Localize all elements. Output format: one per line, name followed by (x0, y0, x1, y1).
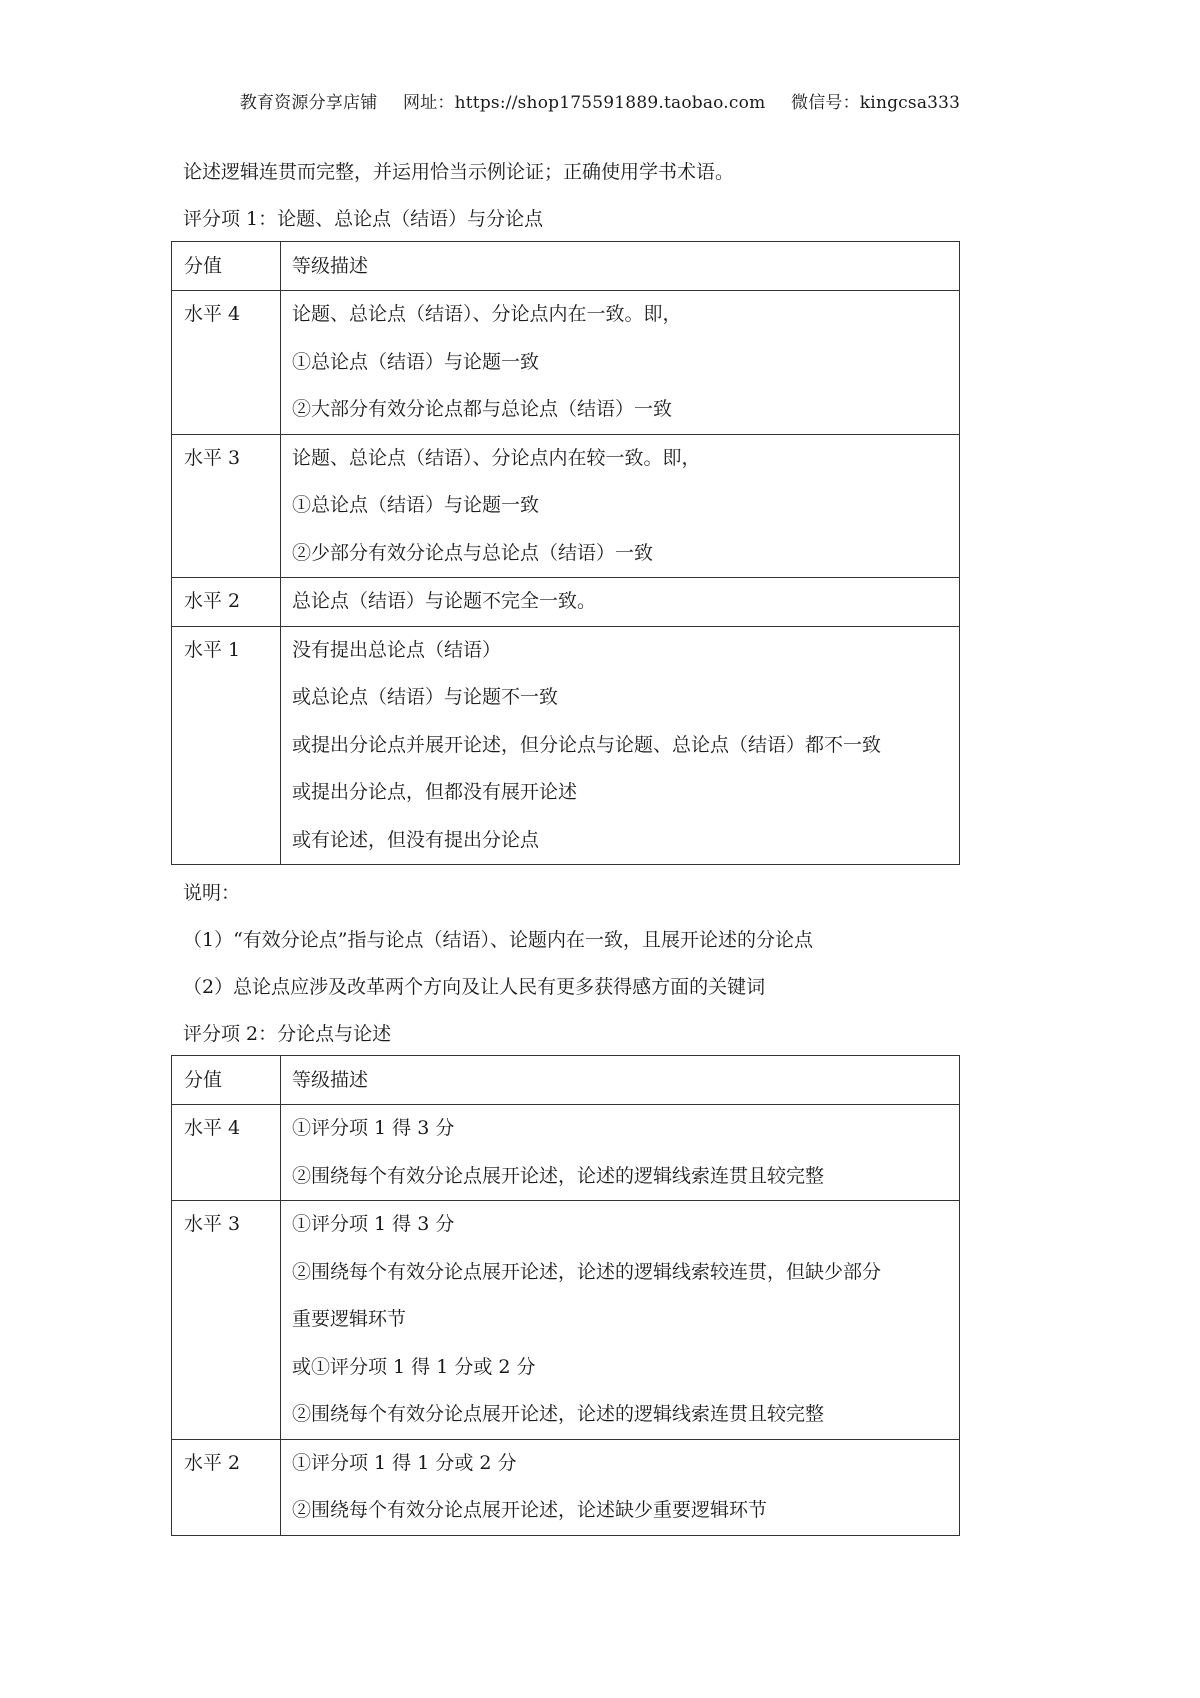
description-line: ①评分项 1 得 1 分或 2 分 (292, 1451, 517, 1474)
level-label: 水平 3 (184, 446, 241, 469)
description-cell (281, 1439, 960, 1535)
column-header-score-label: 分值 (184, 1069, 223, 1091)
description-cell (281, 578, 960, 627)
table-row (172, 291, 960, 435)
description-cell (281, 1201, 960, 1440)
description-cell (281, 626, 960, 865)
rubric-table-1 (171, 241, 960, 865)
column-header-desc (281, 1056, 960, 1105)
header-url: 网址：https://shop175591889.taobao.com (403, 93, 766, 113)
notes-label: 说明： (183, 882, 241, 904)
description-cell (281, 1105, 960, 1201)
intro-line: 论述逻辑连贯而完整，并运用恰当示例论证；正确使用学书术语。 (183, 161, 735, 183)
description-line: 或提出分论点，但都没有展开论述 (292, 781, 578, 803)
level-cell (172, 1105, 281, 1201)
description-line: ①评分项 1 得 3 分 (292, 1213, 455, 1235)
description-line: ②围绕每个有效分论点展开论述，论述缺少重要逻辑环节 (292, 1499, 768, 1521)
table-header-row (172, 242, 960, 291)
rubric-table-2 (171, 1055, 960, 1536)
table-row (172, 1105, 960, 1201)
column-header-score (172, 242, 281, 291)
description-line: ②围绕每个有效分论点展开论述，论述的逻辑线索较连贯，但缺少部分 (292, 1260, 882, 1283)
level-cell (172, 1439, 281, 1535)
level-cell (172, 626, 281, 865)
section2-title: 评分项 2：分论点与论述 (183, 1023, 392, 1045)
level-label: 水平 2 (184, 590, 241, 612)
column-header-desc-label: 等级描述 (292, 255, 369, 277)
level-cell (172, 578, 281, 627)
table-header-row (172, 1056, 960, 1105)
level-cell (172, 1201, 281, 1440)
description-line: 或①评分项 1 得 1 分或 2 分 (292, 1355, 536, 1378)
description-line: 或有论述，但没有提出分论点 (292, 828, 540, 851)
description-line: ①总论点（结语）与论题一致 (292, 494, 540, 516)
description-line: 没有提出总论点（结语） (292, 638, 502, 661)
level-label: 水平 4 (184, 303, 241, 325)
table-row (172, 1439, 960, 1535)
description-line: ①总论点（结语）与论题一致 (292, 350, 540, 373)
description-line: 论题、总论点（结语）、分论点内在较一致。即， (292, 446, 701, 469)
description-cell (281, 291, 960, 435)
description-line: 重要逻辑环节 (292, 1308, 407, 1330)
column-header-score (172, 1056, 281, 1105)
description-line: ②围绕每个有效分论点展开论述，论述的逻辑线索连贯且较完整 (292, 1164, 825, 1187)
header-shop: 教育资源分享店铺 (239, 93, 378, 113)
table-row (172, 1201, 960, 1440)
description-line: 论题、总论点（结语）、分论点内在一致。即， (292, 303, 682, 325)
column-header-score-label: 分值 (184, 255, 223, 277)
description-cell (281, 434, 960, 578)
table-row (172, 626, 960, 865)
column-header-desc (281, 242, 960, 291)
header-wechat: 微信号：kingcsa333 (791, 93, 961, 113)
level-label: 水平 4 (184, 1117, 241, 1139)
note-item-2: （2）总论点应涉及改革两个方向及让人民有更多获得感方面的关键词 (183, 976, 766, 998)
description-line: ②围绕每个有效分论点展开论述，论述的逻辑线索连贯且较完整 (292, 1403, 825, 1425)
section1-title: 评分项 1：论题、总论点（结语）与分论点 (183, 208, 544, 230)
page-header (0, 88, 1200, 113)
description-line: 总论点（结语）与论题不完全一致。 (292, 590, 597, 612)
level-label: 水平 1 (184, 638, 241, 661)
level-label: 水平 3 (184, 1213, 241, 1235)
description-line: 或总论点（结语）与论题不一致 (292, 686, 559, 708)
description-line: ②少部分有效分论点与总论点（结语）一致 (292, 541, 654, 564)
description-line: ①评分项 1 得 3 分 (292, 1117, 455, 1139)
table-row (172, 434, 960, 578)
description-line: 或提出分论点并展开论述，但分论点与论题、总论点（结语）都不一致 (292, 733, 882, 756)
note-item-1: （1）“有效分论点”指与论点（结语）、论题内在一致，且展开论述的分论点 (183, 929, 814, 951)
level-cell (172, 291, 281, 435)
column-header-desc-label: 等级描述 (292, 1069, 369, 1091)
level-cell (172, 434, 281, 578)
description-line: ②大部分有效分论点都与总论点（结语）一致 (292, 398, 673, 420)
table-row (172, 578, 960, 627)
level-label: 水平 2 (184, 1451, 241, 1474)
